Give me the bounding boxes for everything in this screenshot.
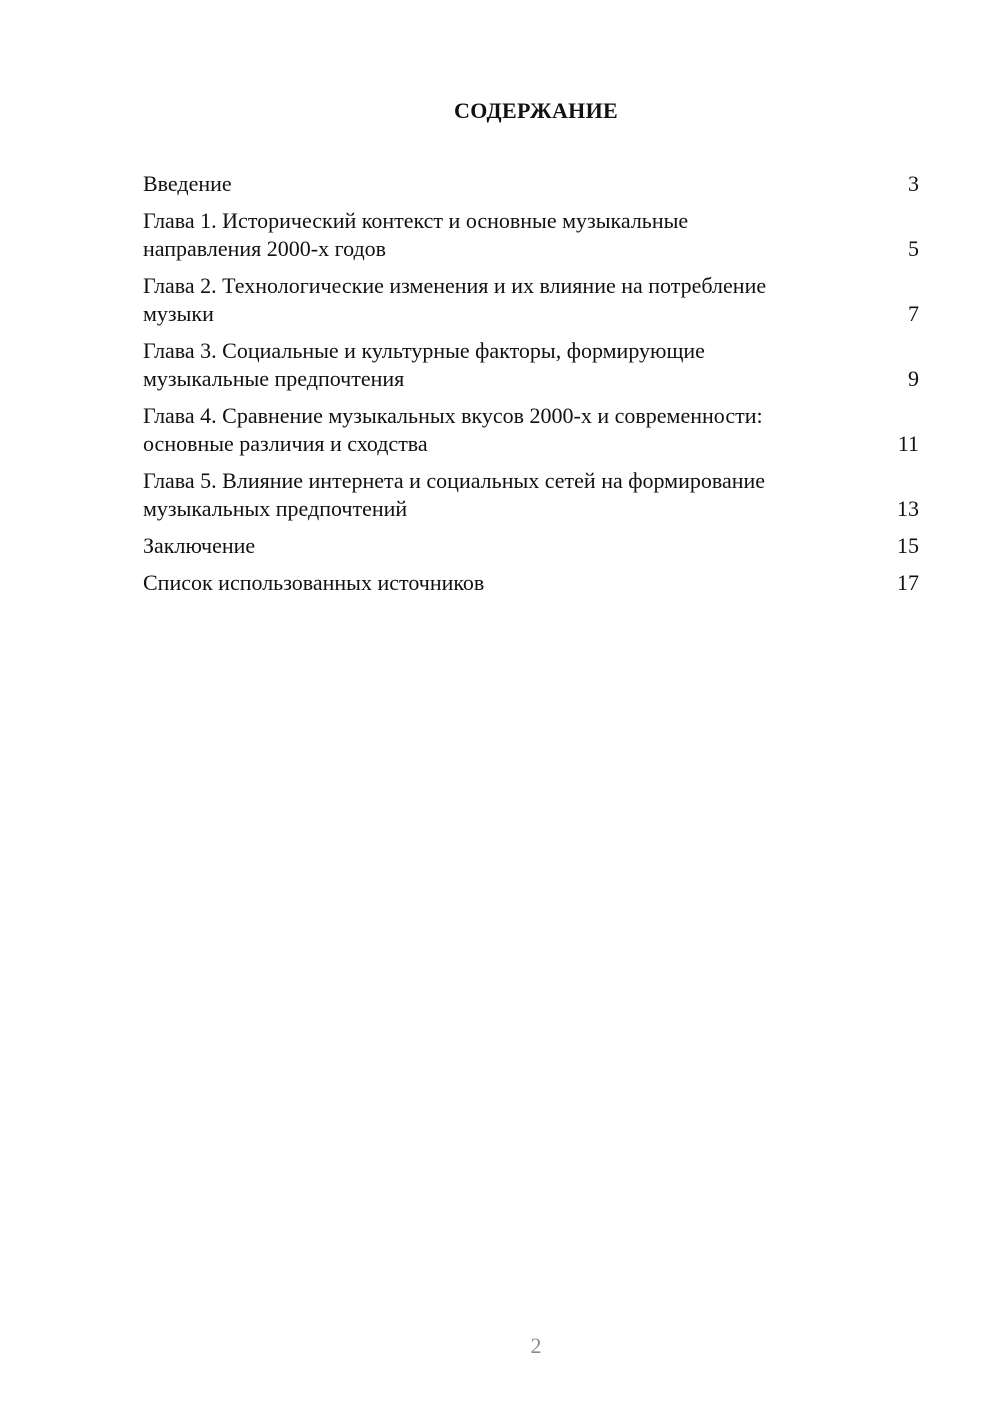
toc-entry-text: Глава 5. Влияние интернета и социальных сетей на формирование музыкальных предпочтений	[143, 468, 766, 521]
toc-entry-text: Заключение	[143, 533, 256, 558]
toc-entry-chapter-1	[143, 207, 919, 263]
toc-entry-chapter-4	[143, 402, 919, 458]
toc-entry-page: 3	[908, 171, 919, 196]
toc-entry-chapter-3	[143, 337, 919, 393]
table-of-contents	[143, 170, 919, 606]
page-number: 2	[530, 1333, 542, 1358]
toc-entry-text: Глава 3. Социальные и культурные факторы, формирующие музыкальные предпочтения	[143, 338, 705, 391]
page-title: СОДЕРЖАНИЕ	[454, 98, 618, 123]
toc-entry-text: Введение	[143, 171, 232, 196]
toc-entry-introduction	[143, 170, 919, 198]
toc-entry-page: 5	[908, 236, 919, 261]
toc-entry-page: 13	[897, 496, 919, 521]
toc-entry-conclusion	[143, 532, 919, 560]
toc-entry-page: 17	[897, 570, 919, 595]
toc-entry-page: 7	[908, 301, 919, 326]
toc-entry-text: Глава 1. Исторический контекст и основные музыкальные направления 2000-х годов	[143, 208, 689, 261]
toc-entry-text: Список использованных источников	[143, 570, 485, 595]
toc-entry-chapter-2	[143, 272, 919, 328]
toc-entry-chapter-5	[143, 467, 919, 523]
toc-entry-text: Глава 4. Сравнение музыкальных вкусов 2000-х и современности: основные различия и сходства	[143, 403, 763, 456]
toc-entry-text: Глава 2. Технологические изменения и их влияние на потребление музыки	[143, 273, 767, 326]
toc-entry-page: 15	[897, 533, 919, 558]
toc-entry-page: 11	[897, 431, 919, 456]
toc-entry-references	[143, 569, 919, 597]
toc-entry-page: 9	[908, 366, 919, 391]
